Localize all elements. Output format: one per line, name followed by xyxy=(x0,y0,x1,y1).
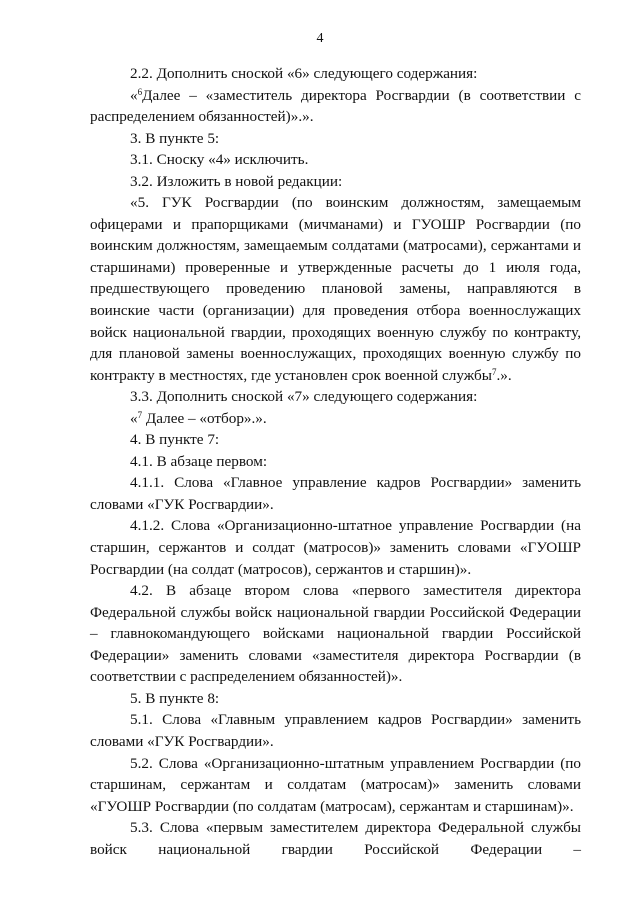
footnote-7-ref: 7 xyxy=(492,366,497,377)
paragraph-2-2: 2.2. Дополнить сноской «6» следующего содержания: xyxy=(130,65,478,82)
point-5-text: «5. ГУК Росгвардии (по воинским должностям, замещаемым офицерами и прапорщиками (мичманами) и ГУОШР Росгвардии (по воинским должностям, замещаемым солдатами (матросами), сержантами и старшинами) проверенные и утвержденные расчеты до 1 июля года, предшествующего проведению плановой замены, направляются в воинские части (организации) для проведения отбора военнослужащих войск национальной гвардии, проходящих военную службу по контракту, для плановой замены военнослужащих, проходящих военную службу по контракту в местностях, где установлен срок военной службы xyxy=(90,194,581,384)
document-body xyxy=(90,63,581,860)
footnote-7-marker: 7 xyxy=(137,409,143,420)
paragraph-footnote-7 xyxy=(90,408,581,430)
paragraph-3-1: 3.1. Сноску «4» исключить. xyxy=(130,151,309,169)
footnote-7-text: Далее – «отбор».». xyxy=(142,409,267,427)
paragraph-4-1-2: 4.1.2. Слова «Организационно-штатное управление Росгвардии (на старшин, сержантов и солдат (матросов)» заменить словами «ГУОШР Росгвардии (на солдат (матросов), сержантов и старшин)». xyxy=(90,517,581,578)
paragraph-3-2: 3.2. Изложить в новой редакции: xyxy=(130,172,343,190)
paragraph-4: 4. В пункте 7: xyxy=(130,431,220,449)
paragraph-5-2: 5.2. Слова «Организационно-штатным управлением Росгвардии (по старшинам, сержантам и солдатам (матросам)» заменить словами «ГУОШР Росгвардии (по солдатам (матросам), сержантам и старшинам)». xyxy=(90,754,581,815)
footnote-6-open: « xyxy=(130,86,138,104)
paragraph-point-5-new xyxy=(90,192,581,386)
footnote-7-open: « xyxy=(130,409,138,427)
paragraph-4-2: 4.2. В абзаце втором слова «первого заместителя директора Федеральной службы войск национальной гвардии Российской Федерации – главнокомандующего войсками национальной гвардии Российской Федерации» заменить словами «заместителя директора Росгвардии (в соответствии с распределением обязанностей)». xyxy=(90,582,581,686)
paragraph-5-3: 5.3. Слова «первым заместителем директора Федеральной службы войск национальной гвардии Российской Федерации – xyxy=(90,819,581,858)
footnote-6-text: Далее – «заместитель директора Росгвардии (в соответствии с распределением обязанностей)».». xyxy=(90,86,581,126)
paragraph-footnote-6 xyxy=(90,85,581,128)
paragraph-3: 3. В пункте 5: xyxy=(130,129,220,147)
paragraph-4-1-1: 4.1.1. Слова «Главное управление кадров Росгвардии» заменить словами «ГУК Росгвардии». xyxy=(90,474,581,513)
paragraph-5: 5. В пункте 8: xyxy=(130,689,220,707)
point-5-end: .». xyxy=(496,366,512,384)
paragraph-5-1: 5.1. Слова «Главным управлением кадров Росгвардии» заменить словами «ГУК Росгвардии». xyxy=(90,711,581,750)
footnote-6-marker: 6 xyxy=(137,86,143,97)
page-number: 4 xyxy=(316,31,324,46)
paragraph-3-3: 3.3. Дополнить сноской «7» следующего содержания: xyxy=(130,388,478,406)
paragraph-4-1: 4.1. В абзаце первом: xyxy=(130,452,268,470)
